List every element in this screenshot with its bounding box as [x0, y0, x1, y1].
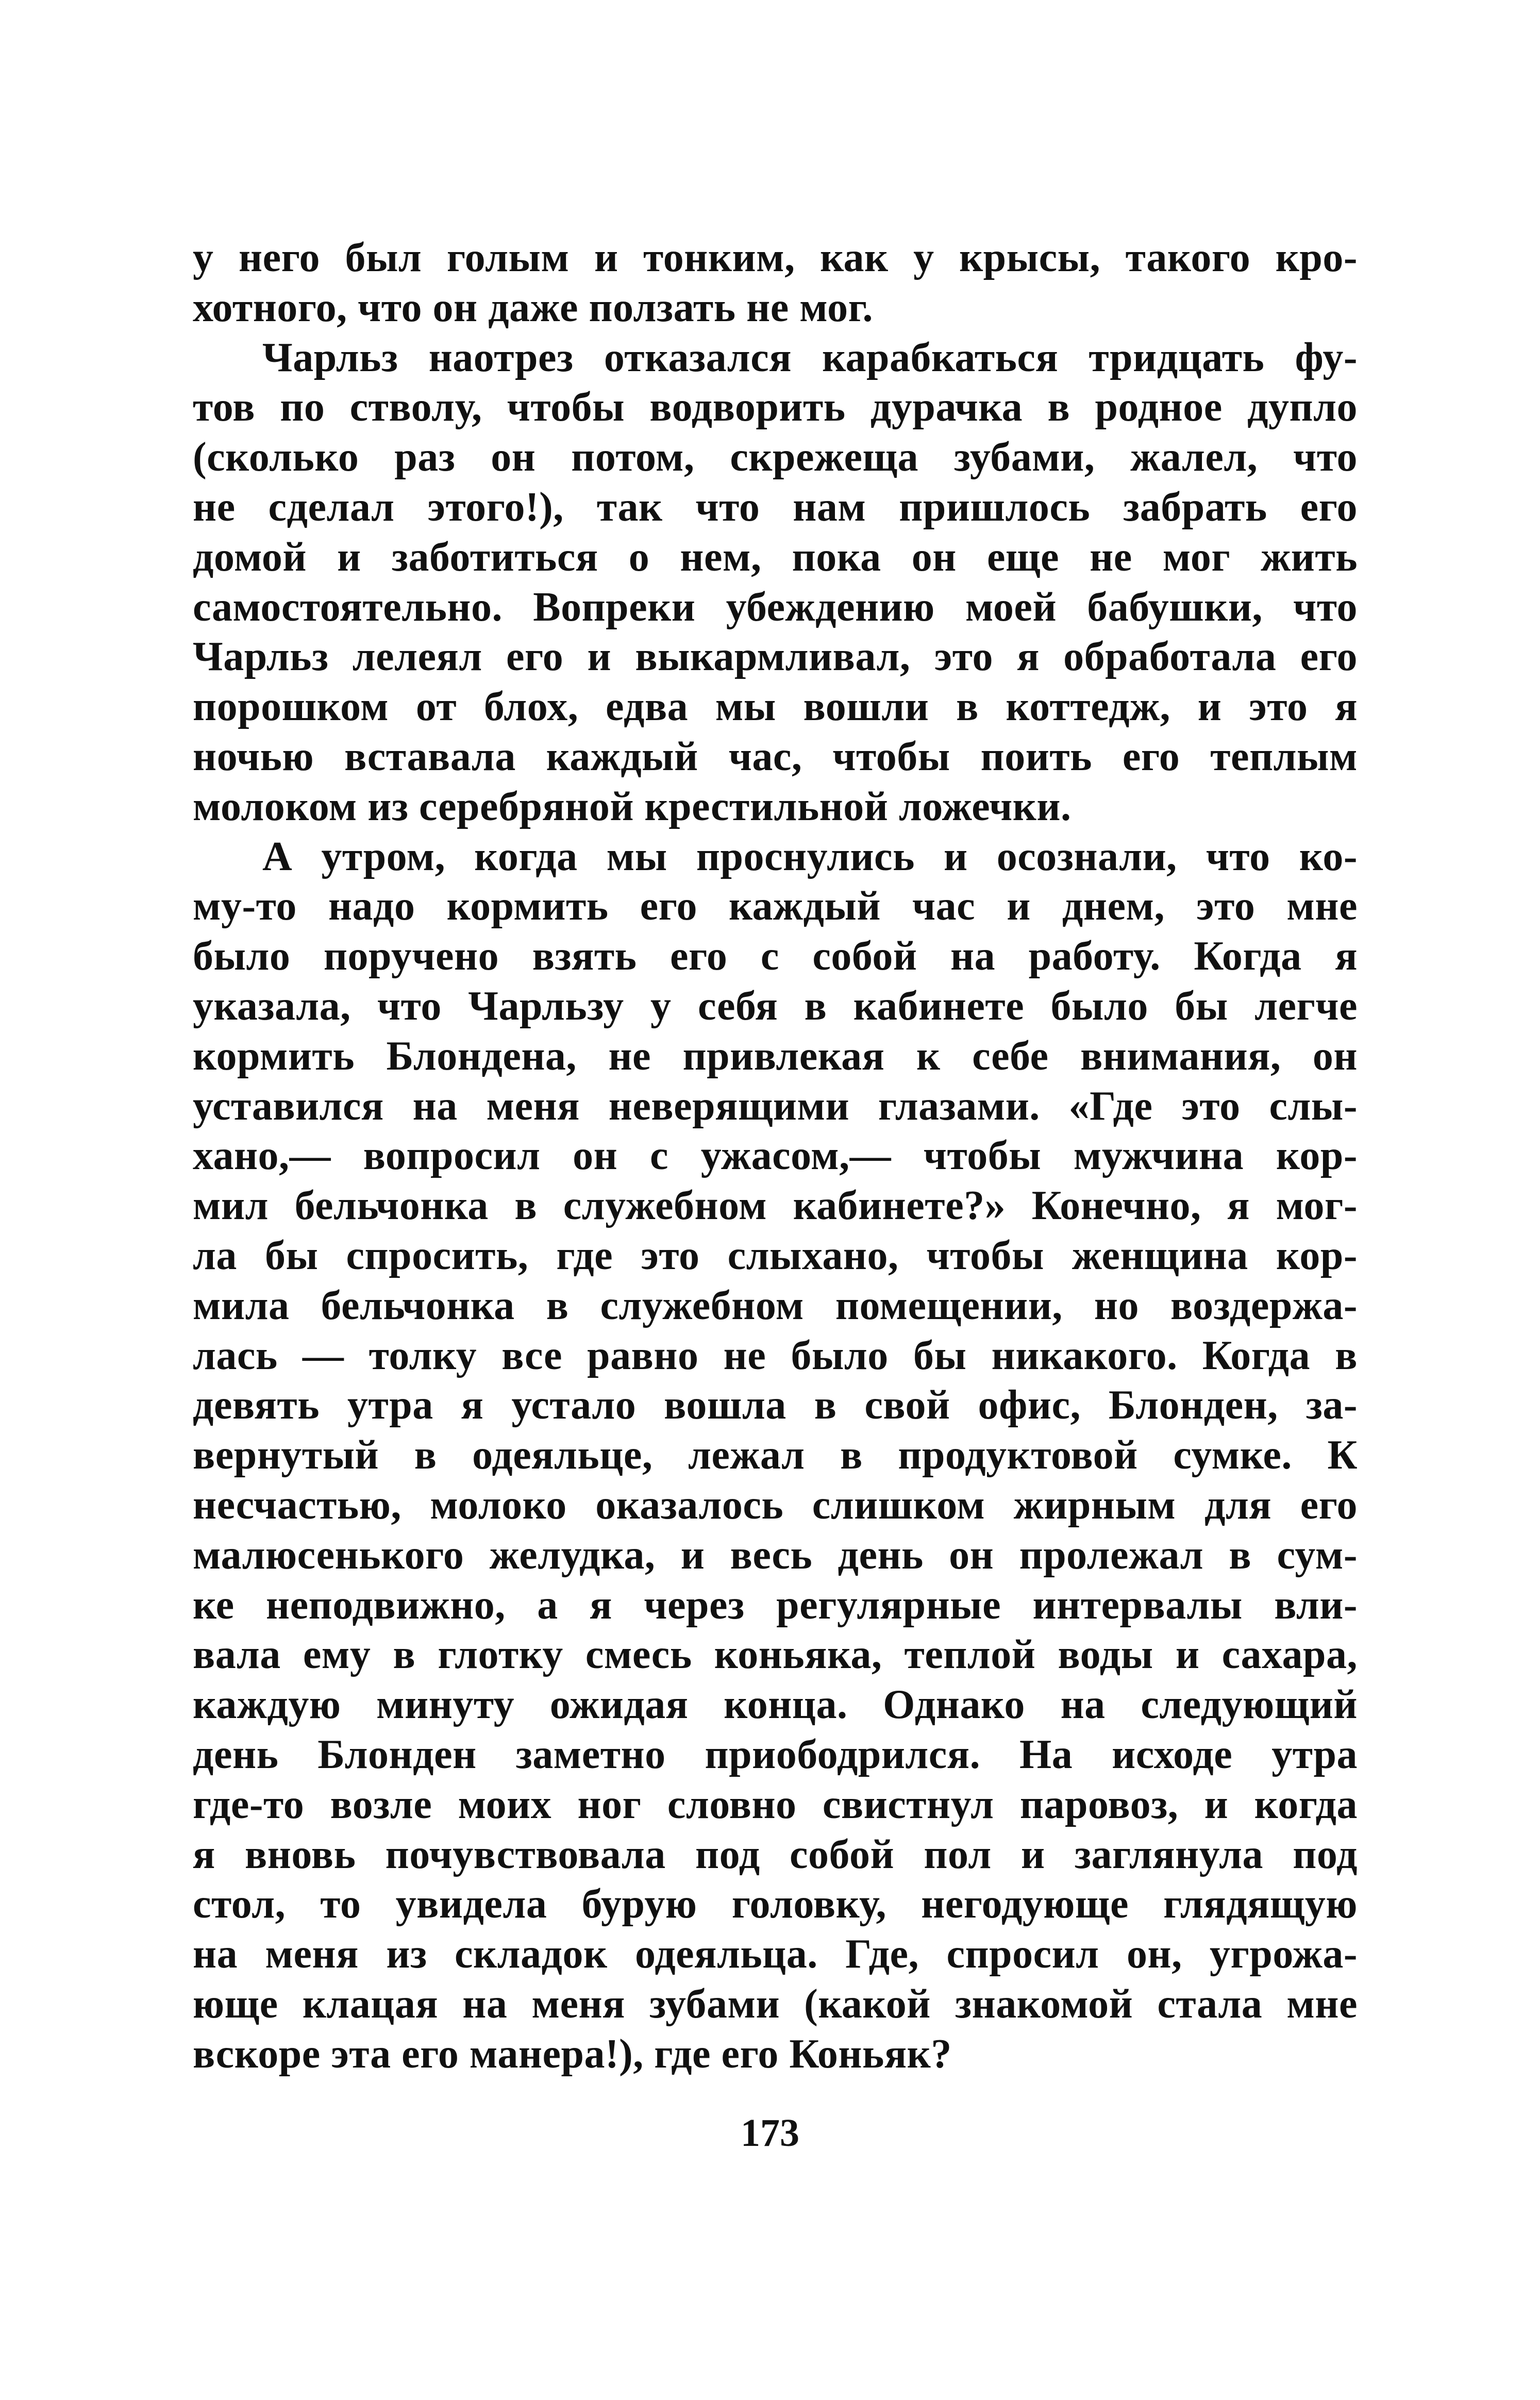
text-line: несчастью, молоко оказалось слишком жирным для его [193, 1482, 1358, 1528]
text-line: малюсенького желудка, и весь день он пролежал в сум- [193, 1532, 1358, 1578]
text-line: Чарльз наотрез отказался карабкаться тридцать фу- [262, 335, 1358, 380]
text-line: где-то возле моих ног словно свистнул паровоз, и когда [193, 1781, 1358, 1827]
text-line: девять утра я устало вошла в свой офис, Блонден, за- [193, 1382, 1358, 1428]
text-line: молоком из серебряной крестильной ложечки. [193, 784, 1072, 829]
text-line: у него был голым и тонким, как у крысы, такого кро- [193, 235, 1358, 280]
text-line: было поручено взять его с собой на работу. Когда я [193, 934, 1358, 979]
text-line: на меня из складок одеяльца. Где, спросил он, угрожа- [193, 1931, 1358, 1977]
text-line: лась — толку все равно не было бы никакого. Когда в [193, 1332, 1358, 1378]
text-line: домой и заботиться о нем, пока он еще не мог жить [193, 534, 1358, 580]
text-line: вернутый в одеяльце, лежал в продуктовой сумке. К [193, 1432, 1358, 1478]
text-line: тов по стволу, чтобы водворить дурачка в родное дупло [193, 385, 1358, 430]
text-line: мил бельчонка в служебном кабинете?» Конечно, я мог- [193, 1183, 1358, 1229]
text-line: уставился на меня неверящими глазами. «Где это слы- [193, 1083, 1358, 1129]
text-line: му-то надо кормить его каждый час и днем, это мне [193, 884, 1358, 929]
text-line: А утром, когда мы проснулись и осознали, что ко- [262, 834, 1358, 879]
text-line: Чарльз лелеял его и выкармливал, это я обработала его [193, 634, 1358, 680]
text-line: кормить Блондена, не привлекая к себе внимания, он [193, 1033, 1358, 1079]
text-line: хотного, что он даже ползать не мог. [193, 285, 873, 330]
text-line: ночью вставала каждый час, чтобы поить его теплым [193, 734, 1358, 779]
text-line: ке неподвижно, а я через регулярные интервалы вли- [193, 1582, 1358, 1628]
paragraph-3 [193, 832, 1358, 2079]
text-line: порошком от блох, едва мы вошли в коттедж, и это я [193, 684, 1358, 730]
paragraph-2 [193, 333, 1358, 832]
text-line: вскоре эта его манера!), где его Коньяк? [193, 2031, 952, 2077]
text-line: юще клацая на меня зубами (какой знакомой стала мне [193, 1981, 1358, 2027]
page-number: 173 [741, 2111, 799, 2155]
text-line: вала ему в глотку смесь коньяка, теплой воды и сахара, [193, 1632, 1358, 1678]
text-line: самостоятельно. Вопреки убеждению моей бабушки, что [193, 584, 1358, 630]
paragraph-1 [193, 233, 1358, 333]
text-line: стол, то увидела бурую головку, негодующе глядящую [193, 1881, 1358, 1927]
body-text [193, 233, 1358, 2079]
text-line: каждую минуту ожидая конца. Однако на следующий [193, 1682, 1358, 1728]
text-line: не сделал этого!), так что нам пришлось забрать его [193, 484, 1358, 530]
text-line: указала, что Чарльзу у себя в кабинете было бы легче [193, 983, 1358, 1029]
text-line: ла бы спросить, где это слыхано, чтобы женщина кор- [193, 1232, 1358, 1278]
text-line: я вновь почувствовала под собой пол и заглянула под [193, 1831, 1358, 1877]
text-line: день Блонден заметно приободрился. На исходе утра [193, 1731, 1358, 1777]
text-line: (сколько раз он потом, скрежеща зубами, жалел, что [193, 435, 1358, 480]
text-line: мила бельчонка в служебном помещении, но воздержа- [193, 1282, 1358, 1328]
text-line: хано,— вопросил он с ужасом,— чтобы мужчина кор- [193, 1133, 1358, 1179]
